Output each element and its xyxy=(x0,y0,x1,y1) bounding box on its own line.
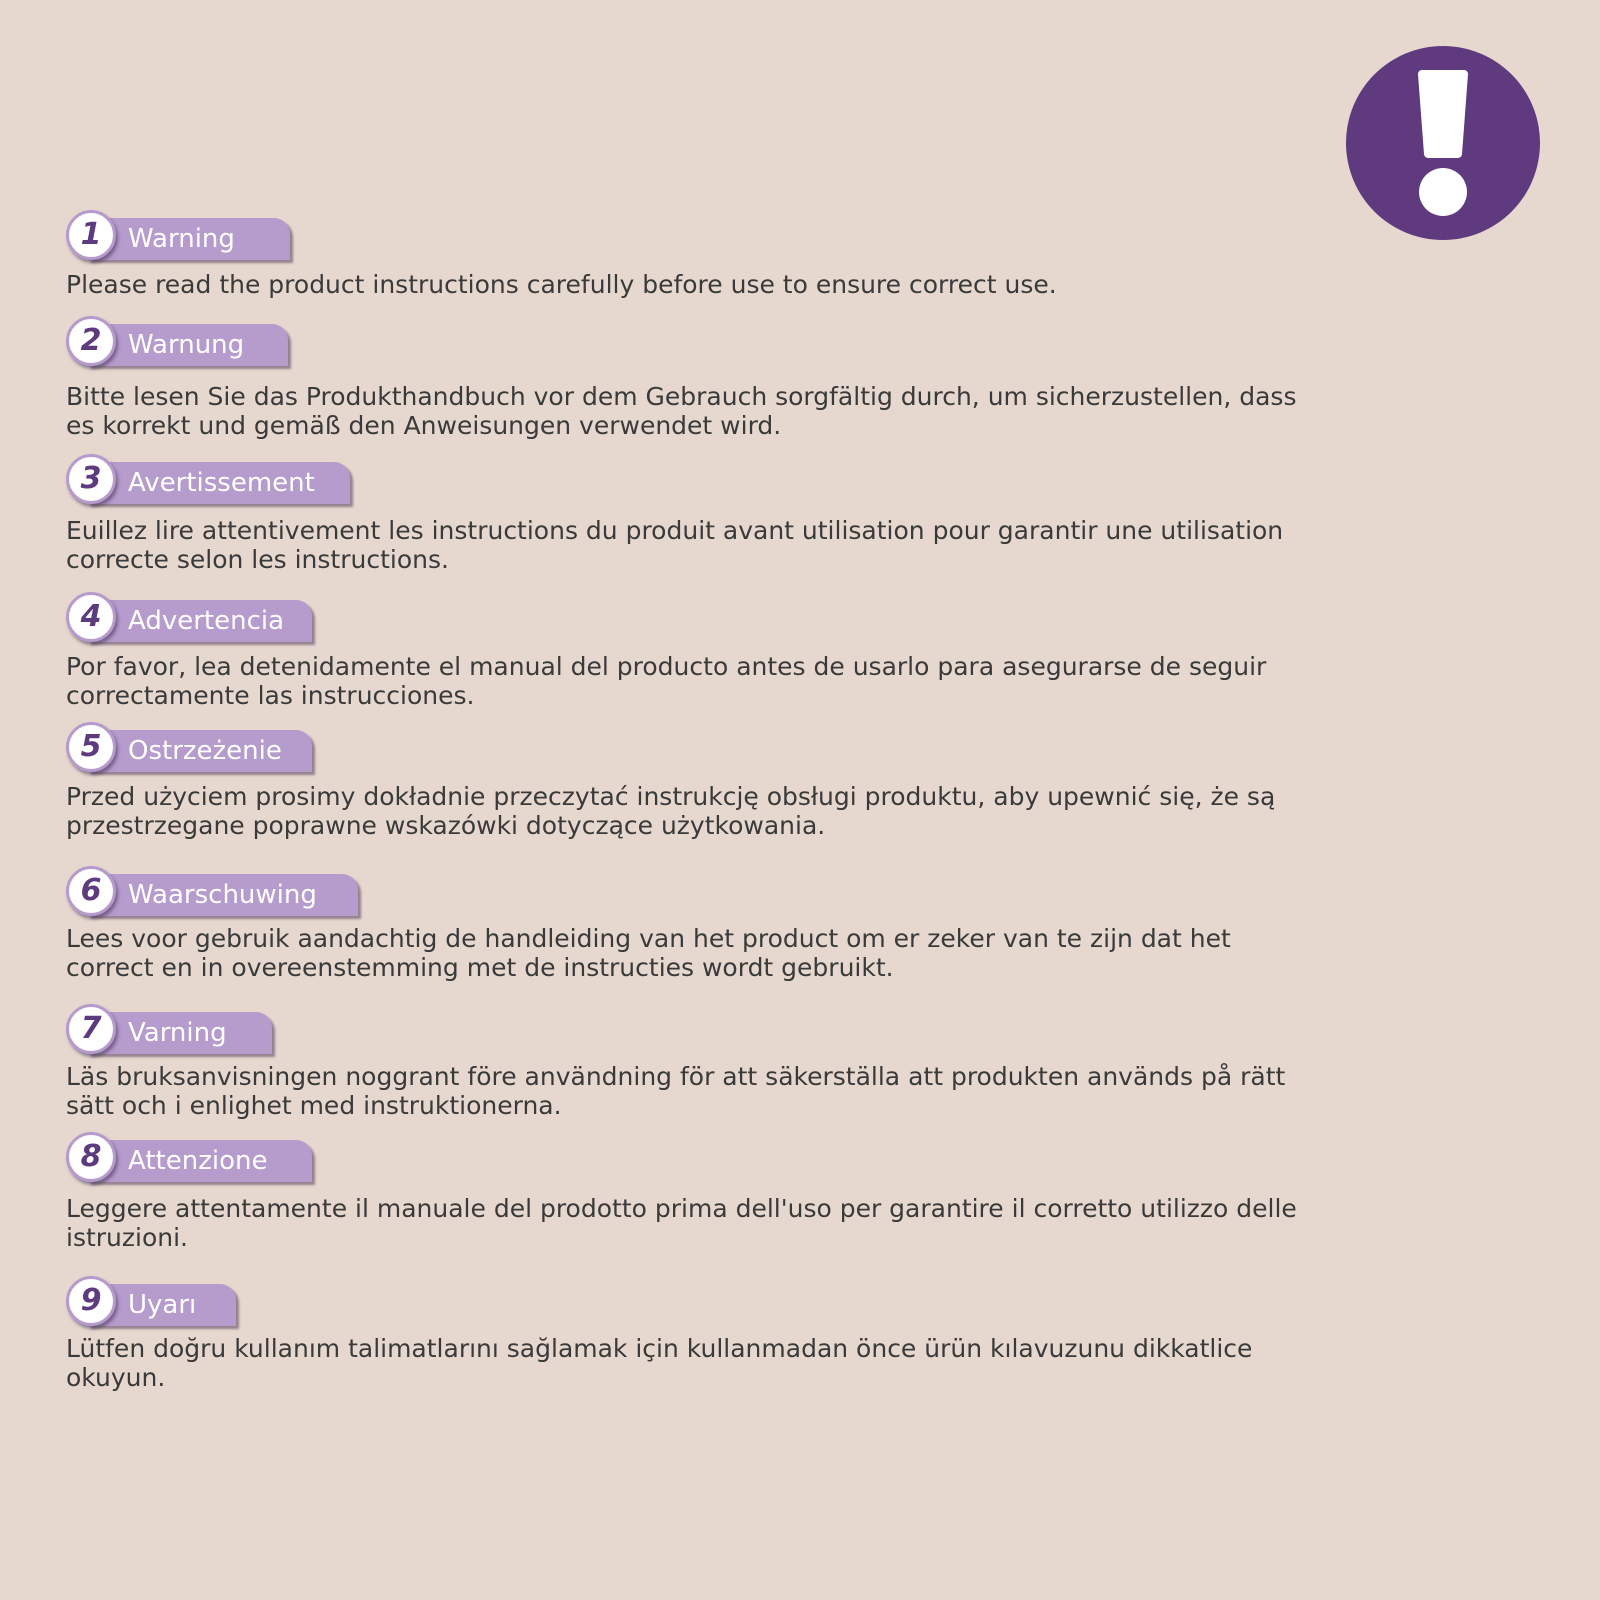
warning-title-tab: Waarschuwing xyxy=(88,874,358,916)
warning-section-5 xyxy=(66,722,1316,840)
warning-section-6 xyxy=(66,866,1316,982)
warning-title-tab: Ostrzeżenie xyxy=(88,730,312,772)
warning-title-tab: Attenzione xyxy=(88,1140,312,1182)
warning-text: Przed użyciem prosimy dokładnie przeczytać instrukcję obsługi produktu, aby upewnić się, że są przestrzegane poprawne wskazówki dotyczące użytkowania. xyxy=(66,782,1276,840)
warning-title-tab: Varning xyxy=(88,1012,272,1054)
warning-header xyxy=(66,1276,1316,1326)
warning-section-7 xyxy=(66,1004,1316,1120)
warning-title-tab: Warnung xyxy=(88,324,288,366)
warning-text: Lütfen doğru kullanım talimatlarını sağlamak için kullanmadan önce ürün kılavuzunu dikkatlice okuyun. xyxy=(66,1334,1253,1392)
warning-header xyxy=(66,210,1316,260)
warning-section-4 xyxy=(66,592,1316,710)
warning-header xyxy=(66,866,1316,916)
warning-header xyxy=(66,316,1316,366)
warning-section-3 xyxy=(66,454,1316,574)
step-number-badge: 1 xyxy=(66,210,116,260)
step-number-badge: 5 xyxy=(66,722,116,772)
step-number-badge: 8 xyxy=(66,1132,116,1182)
warning-header xyxy=(66,592,1316,642)
warning-section-9 xyxy=(66,1276,1316,1392)
step-number-badge: 9 xyxy=(66,1276,116,1326)
warning-text: Lees voor gebruik aandachtig de handleiding van het product om er zeker van te zijn dat het correct en in overeenstemming met de instructies wordt gebruikt. xyxy=(66,924,1231,982)
warning-header xyxy=(66,722,1316,772)
warning-title-tab: Advertencia xyxy=(88,600,312,642)
warning-title-tab: Uyarı xyxy=(88,1284,236,1326)
warning-header xyxy=(66,1004,1316,1054)
step-number-badge: 4 xyxy=(66,592,116,642)
step-number-badge: 2 xyxy=(66,316,116,366)
warning-header xyxy=(66,1132,1316,1182)
warning-text: Euillez lire attentivement les instructions du produit avant utilisation pour garantir une utilisation correcte selon les instructions. xyxy=(66,516,1284,574)
warning-section-1 xyxy=(66,210,1316,299)
warning-text: Bitte lesen Sie das Produkthandbuch vor dem Gebrauch sorgfältig durch, um sicherzustellen, dass es korrekt und gemäß den Anweisungen verwendet wird. xyxy=(66,382,1297,440)
step-number-badge: 6 xyxy=(66,866,116,916)
warning-text: Por favor, lea detenidamente el manual del producto antes de usarlo para asegurarse de seguir correctamente las instrucciones. xyxy=(66,652,1267,710)
warning-text: Please read the product instructions carefully before use to ensure correct use. xyxy=(66,270,1057,299)
warning-header xyxy=(66,454,1316,504)
warning-section-8 xyxy=(66,1132,1316,1252)
step-number-badge: 7 xyxy=(66,1004,116,1054)
warning-title-tab: Avertissement xyxy=(88,462,350,504)
warning-title-tab: Warning xyxy=(88,218,290,260)
exclamation-icon xyxy=(1346,46,1540,240)
step-number-badge: 3 xyxy=(66,454,116,504)
warning-text: Leggere attentamente il manuale del prodotto prima dell'uso per garantire il corretto utilizzo delle istruzioni. xyxy=(66,1194,1297,1252)
warning-text: Läs bruksanvisningen noggrant före användning för att säkerställa att produkten används på rätt sätt och i enlighet med instruktionerna. xyxy=(66,1062,1286,1120)
warning-section-2 xyxy=(66,316,1316,440)
